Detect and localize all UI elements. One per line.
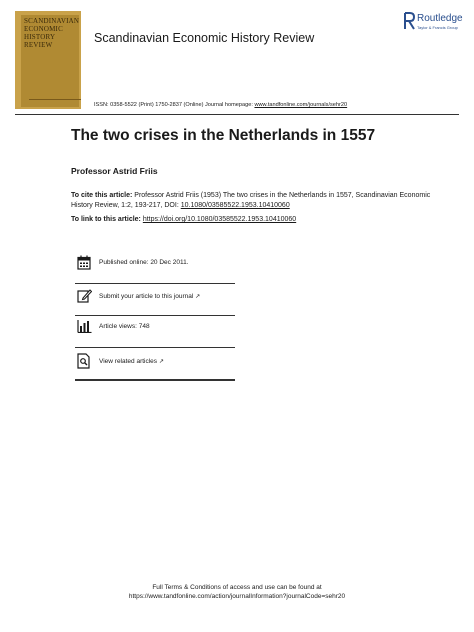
header-divider bbox=[15, 114, 459, 115]
cover-line-1: SCANDINAVIAN bbox=[24, 17, 80, 25]
article-title: The two crises in the Netherlands in 1557 bbox=[71, 127, 376, 144]
row-divider bbox=[75, 379, 235, 381]
published-row bbox=[75, 253, 235, 289]
row-divider bbox=[75, 347, 235, 348]
footer bbox=[0, 583, 474, 601]
calendar-icon bbox=[77, 255, 91, 270]
submit-row[interactable] bbox=[75, 287, 235, 323]
journal-cover bbox=[15, 11, 81, 109]
journal-title[interactable]: Scandinavian Economic History Review bbox=[94, 31, 315, 45]
external-link-icon: ↗ bbox=[195, 294, 201, 300]
footer-terms-link[interactable]: https://www.tandfonline.com/action/journalInformation?journalCode=sehr20 bbox=[128, 593, 346, 600]
article-views: Article views: 748 bbox=[99, 323, 150, 330]
issn-line bbox=[94, 102, 347, 108]
cover-line-3: HISTORY REVIEW bbox=[24, 33, 55, 49]
publisher-subtitle: Taylor & Francis Group bbox=[417, 25, 458, 30]
journal-cover-text bbox=[24, 17, 80, 49]
cite-text: Professor Astrid Friis (1953) The two crises in the Netherlands in 1557, Scandinavian Economic History Review, 1:2, 193-217, DOI: bbox=[71, 192, 431, 209]
article-doi-link[interactable]: https://doi.org/10.1080/03585522.1953.10410060 bbox=[142, 216, 297, 223]
publisher-name: Routledge bbox=[417, 13, 463, 24]
citation bbox=[71, 191, 431, 210]
journal-cover-panel bbox=[21, 15, 79, 107]
edit-icon bbox=[77, 288, 92, 303]
article-author: Professor Astrid Friis bbox=[71, 166, 158, 176]
related-articles-label: View related articles bbox=[99, 358, 158, 365]
issn-text: ISSN: 0358-5522 (Print) 1750-2837 (Online) Journal homepage: bbox=[94, 102, 255, 108]
cite-doi-link[interactable]: 10.1080/03585522.1953.10410060 bbox=[180, 201, 290, 209]
routledge-logo-icon bbox=[403, 12, 415, 30]
cover-rule bbox=[29, 99, 81, 100]
published-date: Published online: 20 Dec 2011. bbox=[99, 259, 189, 266]
submit-article-link[interactable] bbox=[99, 293, 200, 300]
article-link bbox=[71, 216, 296, 223]
cover-line-2: ECONOMIC bbox=[24, 25, 63, 33]
footer-terms-text: Full Terms & Conditions of access and use can be found at bbox=[152, 584, 322, 591]
related-articles-link[interactable] bbox=[99, 358, 164, 365]
search-document-icon bbox=[77, 353, 91, 369]
bar-chart-icon bbox=[77, 320, 92, 333]
row-divider bbox=[75, 315, 235, 316]
submit-article-label: Submit your article to this journal bbox=[99, 293, 194, 300]
related-row[interactable] bbox=[75, 353, 235, 381]
cite-label: To cite this article: bbox=[71, 192, 133, 199]
journal-homepage-link[interactable]: www.tandfonline.com/journals/sehr20 bbox=[254, 102, 348, 108]
link-label: To link to this article: bbox=[71, 216, 143, 223]
external-link-icon: ↗ bbox=[158, 359, 164, 365]
views-row bbox=[75, 320, 235, 356]
row-divider bbox=[75, 283, 235, 284]
